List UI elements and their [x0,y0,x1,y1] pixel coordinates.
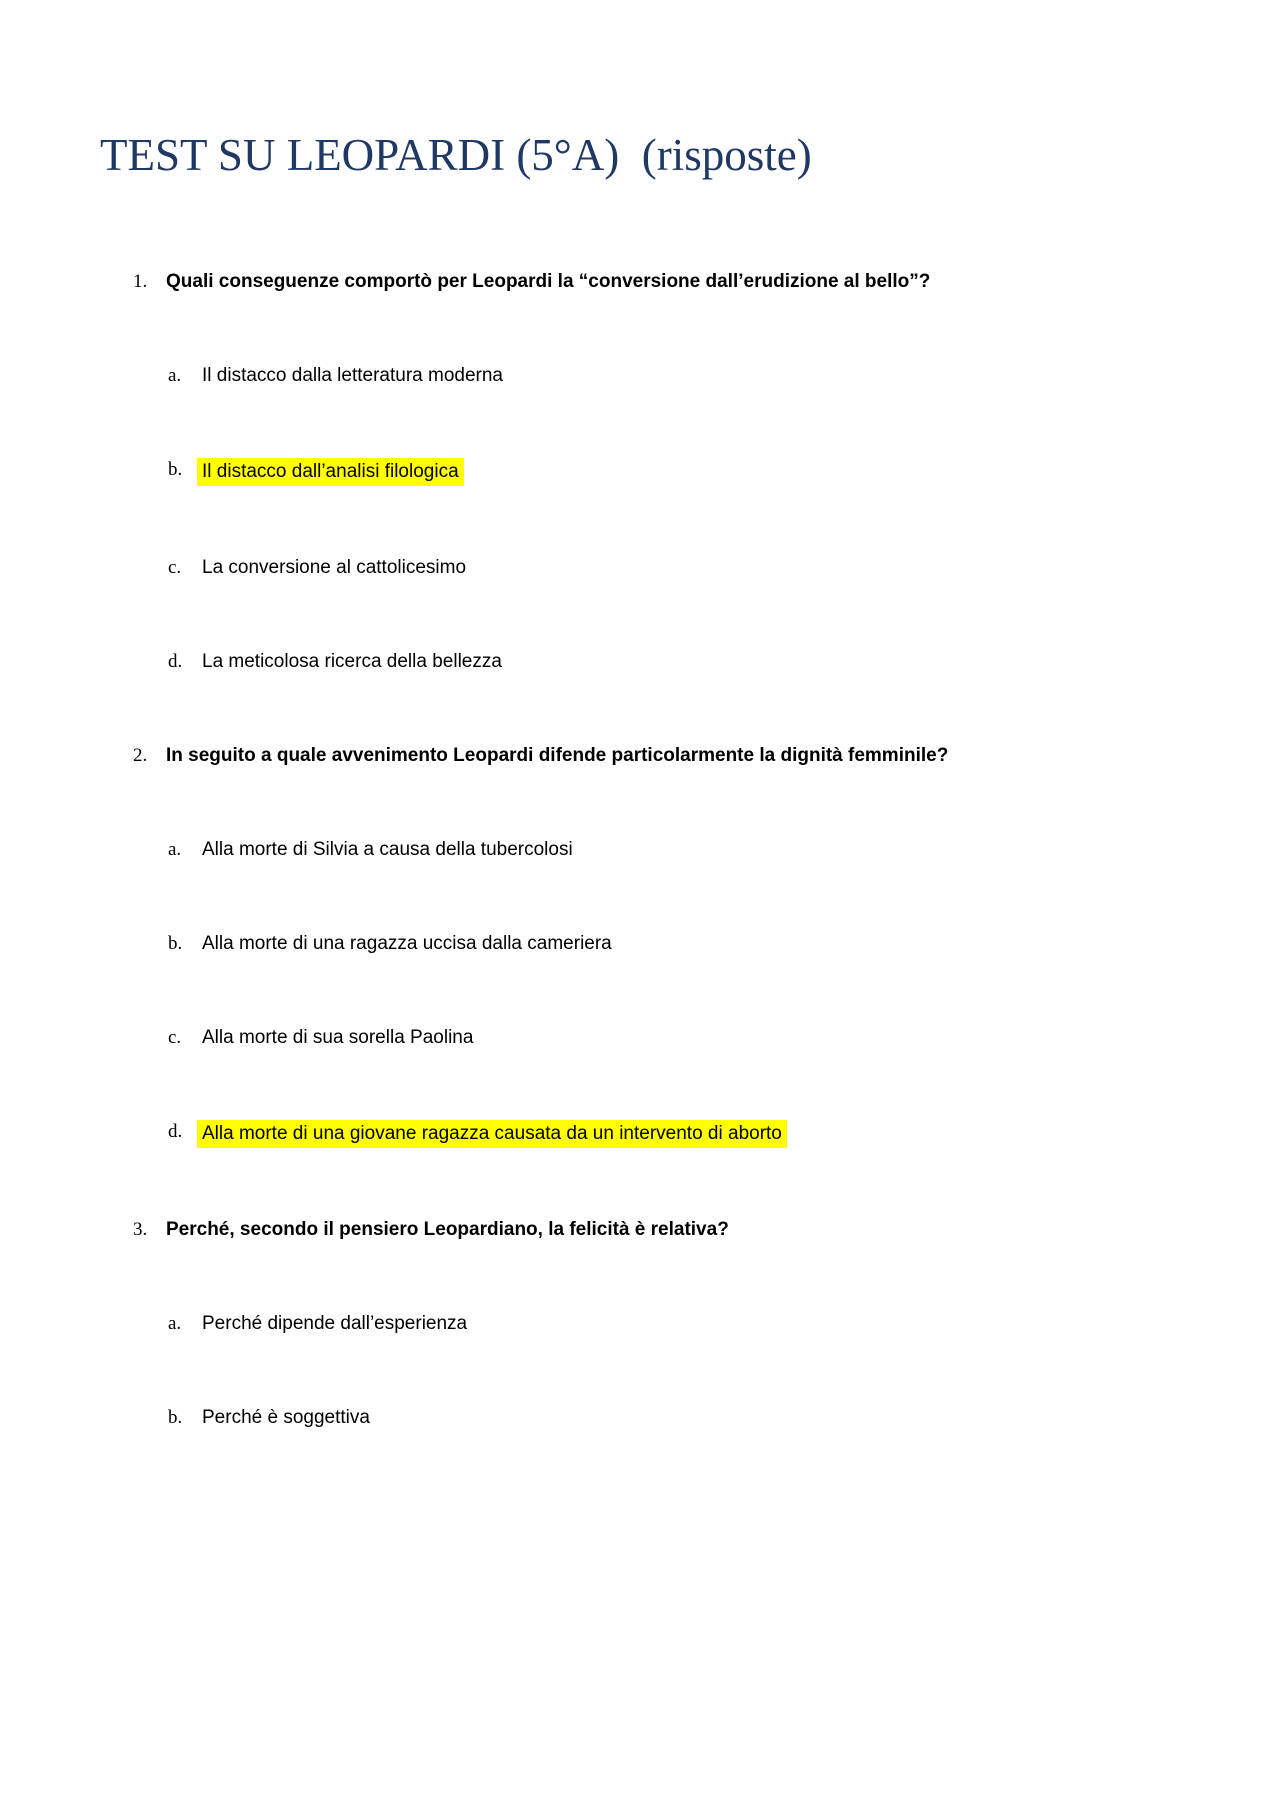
question-text: Perché, secondo il pensiero Leopardiano, la felicità è relativa? [166,1218,729,1240]
option-text: Alla morte di una ragazza uccisa dalla cameriera [202,932,612,954]
question-text: In seguito a quale avvenimento Leopardi difende particolarmente la dignità femminile? [166,744,949,766]
option-letter: a. [168,364,182,386]
option-item [0,1120,1280,1148]
option-item [0,556,1280,580]
option-item [0,458,1280,486]
option-item [0,364,1280,388]
option-letter: a. [168,838,182,860]
option-letter: b. [168,458,183,480]
option-letter: b. [168,932,183,954]
option-text: La meticolosa ricerca della bellezza [202,650,502,672]
option-letter: c. [168,556,182,578]
question-number: 3. [133,1218,148,1240]
option-item [0,932,1280,956]
option-item [0,838,1280,862]
questions-list [0,270,1280,1430]
question-text: Quali conseguenze comportò per Leopardi la “conversione dall’erudizione al bello”? [166,270,931,292]
option-text: La conversione al cattolicesimo [202,556,467,578]
option-letter: a. [168,1312,182,1334]
option-item [0,1312,1280,1336]
document-title: TEST SU LEOPARDI (5°A) (risposte) [100,130,812,180]
option-text: Alla morte di Silvia a causa della tubercolosi [202,838,573,860]
option-text-highlighted-answer: Il distacco dall’analisi filologica [197,458,464,486]
question-number: 1. [133,270,148,292]
option-text: Alla morte di sua sorella Paolina [202,1026,474,1048]
option-letter: d. [168,1120,183,1142]
question-item [0,270,1280,294]
option-text: Perché dipende dall’esperienza [202,1312,468,1334]
option-letter: c. [168,1026,182,1048]
option-item [0,650,1280,674]
option-text: Perché è soggettiva [202,1406,370,1428]
question-number: 2. [133,744,148,766]
question-item [0,1218,1280,1242]
option-item [0,1406,1280,1430]
question-item [0,744,1280,768]
option-text-highlighted-answer: Alla morte di una giovane ragazza causata da un intervento di aborto [197,1120,787,1148]
option-letter: d. [168,650,183,672]
option-letter: b. [168,1406,183,1428]
option-text: Il distacco dalla letteratura moderna [202,364,503,386]
option-item [0,1026,1280,1050]
